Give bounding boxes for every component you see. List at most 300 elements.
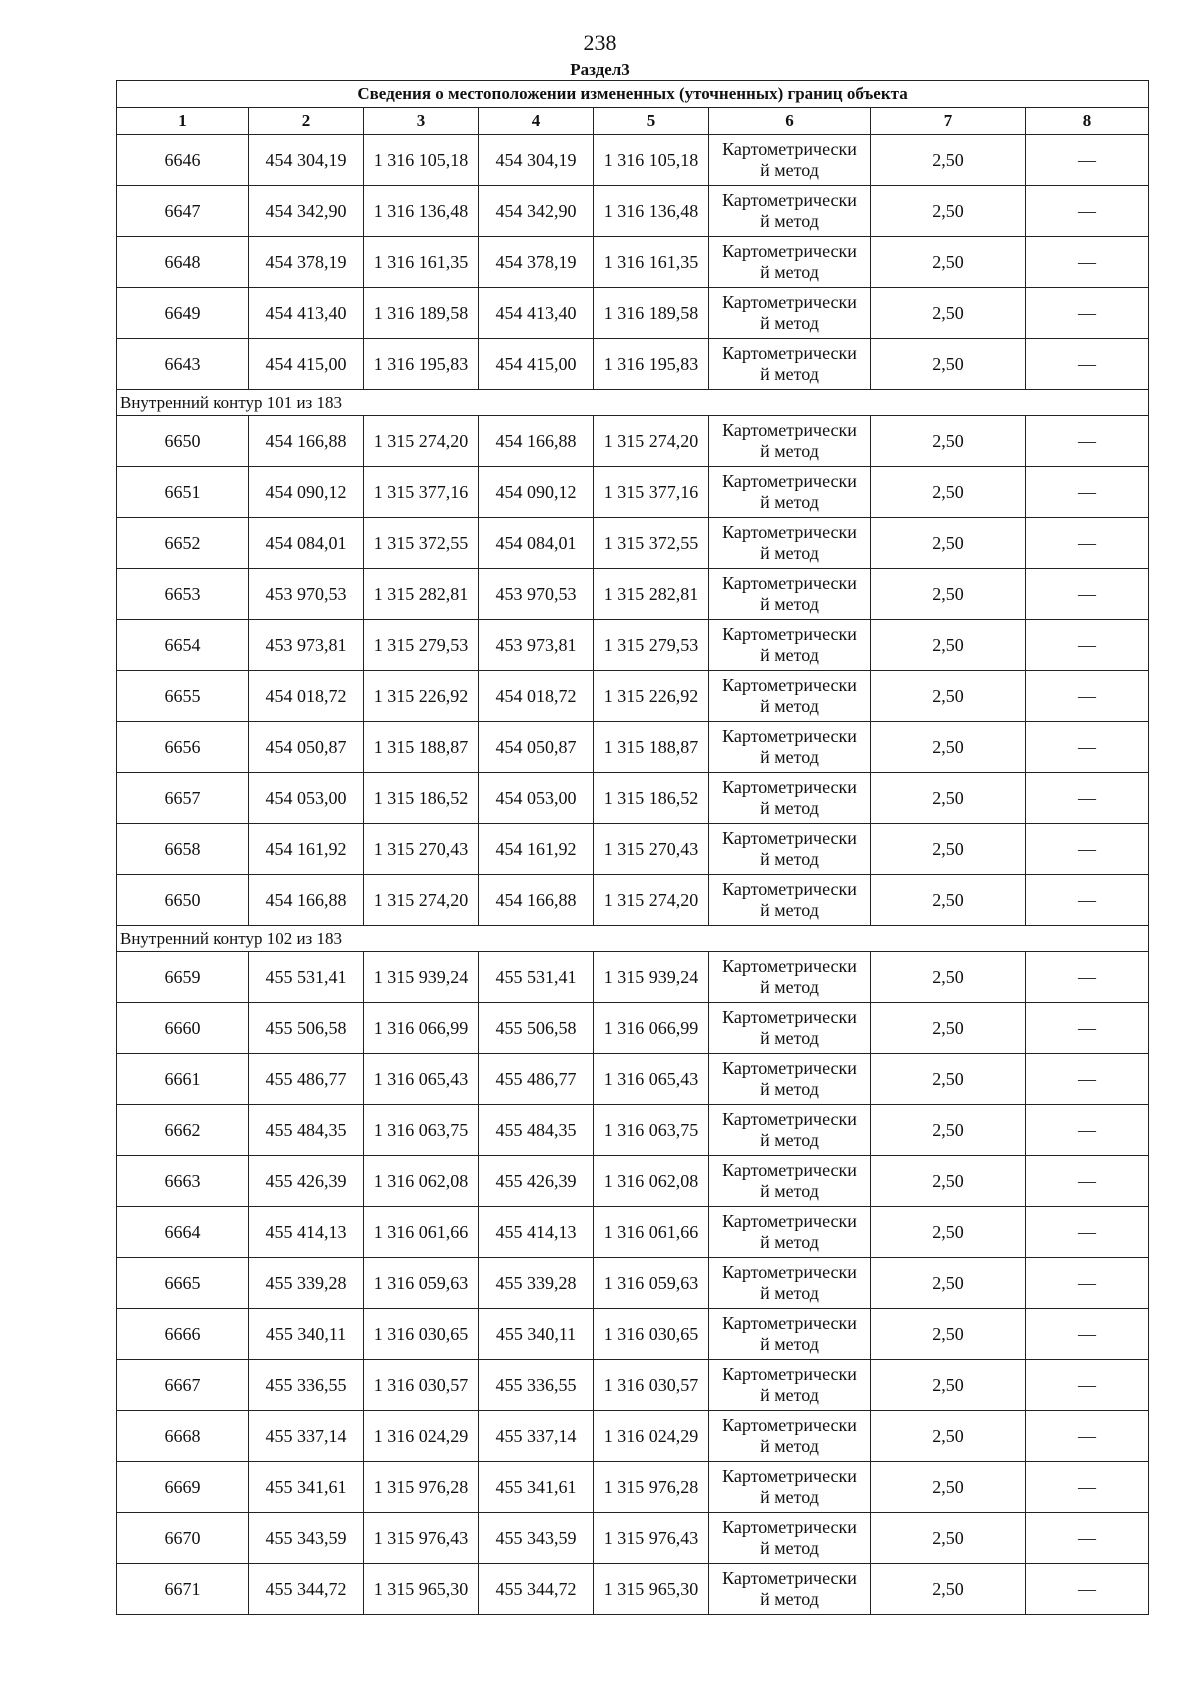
x-old-cell: 455 426,39 bbox=[249, 1156, 364, 1207]
x-new-cell: 455 426,39 bbox=[479, 1156, 594, 1207]
column-header: 7 bbox=[871, 108, 1026, 135]
table-row bbox=[117, 1309, 1149, 1360]
y-new-cell: 1 316 062,08 bbox=[594, 1156, 709, 1207]
method-line: й метод bbox=[760, 645, 819, 665]
point-id-cell: 6643 bbox=[117, 339, 249, 390]
y-new-cell: 1 316 195,83 bbox=[594, 339, 709, 390]
point-id-cell: 6646 bbox=[117, 135, 249, 186]
method-line: Картометрически bbox=[722, 726, 857, 746]
x-new-cell: 454 161,92 bbox=[479, 824, 594, 875]
y-new-cell: 1 316 063,75 bbox=[594, 1105, 709, 1156]
y-new-cell: 1 315 976,28 bbox=[594, 1462, 709, 1513]
method-cell bbox=[709, 186, 871, 237]
method-line: Картометрически bbox=[722, 1211, 857, 1231]
accuracy-cell: 2,50 bbox=[871, 1258, 1026, 1309]
note-cell: — bbox=[1026, 620, 1149, 671]
method-line: й метод bbox=[760, 849, 819, 869]
y-old-cell: 1 315 274,20 bbox=[364, 416, 479, 467]
note-cell: — bbox=[1026, 1513, 1149, 1564]
x-old-cell: 454 304,19 bbox=[249, 135, 364, 186]
x-new-cell: 455 343,59 bbox=[479, 1513, 594, 1564]
method-cell bbox=[709, 671, 871, 722]
method-line: Картометрически bbox=[722, 1415, 857, 1435]
accuracy-cell: 2,50 bbox=[871, 824, 1026, 875]
note-cell: — bbox=[1026, 875, 1149, 926]
point-id-cell: 6654 bbox=[117, 620, 249, 671]
x-new-cell: 455 484,35 bbox=[479, 1105, 594, 1156]
x-new-cell: 454 342,90 bbox=[479, 186, 594, 237]
point-id-cell: 6653 bbox=[117, 569, 249, 620]
point-id-cell: 6647 bbox=[117, 186, 249, 237]
accuracy-cell: 2,50 bbox=[871, 237, 1026, 288]
method-line: й метод bbox=[760, 1283, 819, 1303]
table-row bbox=[117, 824, 1149, 875]
y-new-cell: 1 316 189,58 bbox=[594, 288, 709, 339]
y-old-cell: 1 316 161,35 bbox=[364, 237, 479, 288]
contour-group-row bbox=[117, 926, 1149, 952]
table-row bbox=[117, 518, 1149, 569]
accuracy-cell: 2,50 bbox=[871, 416, 1026, 467]
x-new-cell: 453 970,53 bbox=[479, 569, 594, 620]
point-id-cell: 6663 bbox=[117, 1156, 249, 1207]
method-line: Картометрически bbox=[722, 1364, 857, 1384]
point-id-cell: 6664 bbox=[117, 1207, 249, 1258]
accuracy-cell: 2,50 bbox=[871, 1462, 1026, 1513]
y-old-cell: 1 316 136,48 bbox=[364, 186, 479, 237]
method-line: й метод bbox=[760, 492, 819, 512]
note-cell: — bbox=[1026, 1054, 1149, 1105]
point-id-cell: 6659 bbox=[117, 952, 249, 1003]
y-old-cell: 1 316 189,58 bbox=[364, 288, 479, 339]
y-new-cell: 1 316 065,43 bbox=[594, 1054, 709, 1105]
point-id-cell: 6656 bbox=[117, 722, 249, 773]
method-cell bbox=[709, 620, 871, 671]
table-caption-row bbox=[117, 81, 1149, 108]
y-old-cell: 1 315 282,81 bbox=[364, 569, 479, 620]
method-line: Картометрически bbox=[722, 1466, 857, 1486]
x-old-cell: 454 090,12 bbox=[249, 467, 364, 518]
point-id-cell: 6648 bbox=[117, 237, 249, 288]
method-cell bbox=[709, 722, 871, 773]
note-cell: — bbox=[1026, 1411, 1149, 1462]
table-row bbox=[117, 773, 1149, 824]
table-header-row bbox=[117, 108, 1149, 135]
method-cell bbox=[709, 237, 871, 288]
column-header: 5 bbox=[594, 108, 709, 135]
method-cell bbox=[709, 1411, 871, 1462]
method-line: Картометрически bbox=[722, 343, 857, 363]
x-old-cell: 454 415,00 bbox=[249, 339, 364, 390]
x-new-cell: 455 340,11 bbox=[479, 1309, 594, 1360]
note-cell: — bbox=[1026, 1360, 1149, 1411]
x-old-cell: 455 336,55 bbox=[249, 1360, 364, 1411]
method-line: й метод bbox=[760, 1436, 819, 1456]
contour-group-row bbox=[117, 390, 1149, 416]
table-row bbox=[117, 339, 1149, 390]
accuracy-cell: 2,50 bbox=[871, 1105, 1026, 1156]
y-new-cell: 1 316 030,65 bbox=[594, 1309, 709, 1360]
table-caption: Сведения о местоположении измененных (уточненных) границ объекта bbox=[117, 81, 1149, 108]
y-old-cell: 1 316 066,99 bbox=[364, 1003, 479, 1054]
method-line: Картометрически bbox=[722, 879, 857, 899]
accuracy-cell: 2,50 bbox=[871, 569, 1026, 620]
method-line: Картометрически bbox=[722, 624, 857, 644]
column-header: 1 bbox=[117, 108, 249, 135]
contour-group-label: Внутренний контур 101 из 183 bbox=[117, 390, 1149, 416]
point-id-cell: 6650 bbox=[117, 875, 249, 926]
table-row bbox=[117, 569, 1149, 620]
note-cell: — bbox=[1026, 467, 1149, 518]
column-header: 4 bbox=[479, 108, 594, 135]
point-id-cell: 6655 bbox=[117, 671, 249, 722]
point-id-cell: 6662 bbox=[117, 1105, 249, 1156]
table-row bbox=[117, 135, 1149, 186]
section-title: Раздел3 bbox=[570, 60, 630, 79]
method-line: й метод bbox=[760, 262, 819, 282]
accuracy-cell: 2,50 bbox=[871, 722, 1026, 773]
x-new-cell: 455 486,77 bbox=[479, 1054, 594, 1105]
y-new-cell: 1 315 274,20 bbox=[594, 416, 709, 467]
accuracy-cell: 2,50 bbox=[871, 671, 1026, 722]
accuracy-cell: 2,50 bbox=[871, 288, 1026, 339]
method-line: й метод bbox=[760, 798, 819, 818]
note-cell: — bbox=[1026, 952, 1149, 1003]
method-line: Картометрически bbox=[722, 471, 857, 491]
method-cell bbox=[709, 1156, 871, 1207]
column-header: 2 bbox=[249, 108, 364, 135]
table-row bbox=[117, 186, 1149, 237]
method-cell bbox=[709, 773, 871, 824]
method-line: й метод bbox=[760, 900, 819, 920]
x-old-cell: 455 343,59 bbox=[249, 1513, 364, 1564]
table-row bbox=[117, 620, 1149, 671]
x-new-cell: 454 053,00 bbox=[479, 773, 594, 824]
point-id-cell: 6651 bbox=[117, 467, 249, 518]
y-old-cell: 1 316 062,08 bbox=[364, 1156, 479, 1207]
method-line: й метод bbox=[760, 747, 819, 767]
x-new-cell: 455 341,61 bbox=[479, 1462, 594, 1513]
note-cell: — bbox=[1026, 1309, 1149, 1360]
accuracy-cell: 2,50 bbox=[871, 1513, 1026, 1564]
y-new-cell: 1 315 939,24 bbox=[594, 952, 709, 1003]
method-line: й метод bbox=[760, 1028, 819, 1048]
method-cell bbox=[709, 1309, 871, 1360]
x-old-cell: 454 050,87 bbox=[249, 722, 364, 773]
accuracy-cell: 2,50 bbox=[871, 1360, 1026, 1411]
y-old-cell: 1 316 030,65 bbox=[364, 1309, 479, 1360]
x-new-cell: 455 344,72 bbox=[479, 1564, 594, 1615]
y-old-cell: 1 315 226,92 bbox=[364, 671, 479, 722]
x-old-cell: 453 970,53 bbox=[249, 569, 364, 620]
method-line: й метод bbox=[760, 594, 819, 614]
method-cell bbox=[709, 1462, 871, 1513]
y-new-cell: 1 316 030,57 bbox=[594, 1360, 709, 1411]
note-cell: — bbox=[1026, 1156, 1149, 1207]
method-line: й метод bbox=[760, 1079, 819, 1099]
method-line: й метод bbox=[760, 1538, 819, 1558]
x-new-cell: 454 166,88 bbox=[479, 416, 594, 467]
y-new-cell: 1 315 226,92 bbox=[594, 671, 709, 722]
accuracy-cell: 2,50 bbox=[871, 875, 1026, 926]
x-old-cell: 454 053,00 bbox=[249, 773, 364, 824]
method-line: Картометрически bbox=[722, 956, 857, 976]
y-old-cell: 1 316 061,66 bbox=[364, 1207, 479, 1258]
y-new-cell: 1 316 059,63 bbox=[594, 1258, 709, 1309]
method-cell bbox=[709, 518, 871, 569]
y-old-cell: 1 315 188,87 bbox=[364, 722, 479, 773]
accuracy-cell: 2,50 bbox=[871, 620, 1026, 671]
note-cell: — bbox=[1026, 518, 1149, 569]
x-old-cell: 454 413,40 bbox=[249, 288, 364, 339]
table-row bbox=[117, 875, 1149, 926]
x-new-cell: 454 090,12 bbox=[479, 467, 594, 518]
y-old-cell: 1 315 939,24 bbox=[364, 952, 479, 1003]
accuracy-cell: 2,50 bbox=[871, 135, 1026, 186]
method-cell bbox=[709, 1003, 871, 1054]
method-line: Картометрически bbox=[722, 1517, 857, 1537]
note-cell: — bbox=[1026, 339, 1149, 390]
accuracy-cell: 2,50 bbox=[871, 186, 1026, 237]
table-row bbox=[117, 1462, 1149, 1513]
table-row bbox=[117, 1360, 1149, 1411]
x-old-cell: 455 484,35 bbox=[249, 1105, 364, 1156]
table-row bbox=[117, 1513, 1149, 1564]
x-old-cell: 455 339,28 bbox=[249, 1258, 364, 1309]
method-line: Картометрически bbox=[722, 1109, 857, 1129]
point-id-cell: 6669 bbox=[117, 1462, 249, 1513]
x-old-cell: 455 506,58 bbox=[249, 1003, 364, 1054]
method-line: й метод bbox=[760, 441, 819, 461]
point-id-cell: 6652 bbox=[117, 518, 249, 569]
y-old-cell: 1 315 976,43 bbox=[364, 1513, 479, 1564]
y-old-cell: 1 315 372,55 bbox=[364, 518, 479, 569]
point-id-cell: 6670 bbox=[117, 1513, 249, 1564]
point-id-cell: 6671 bbox=[117, 1564, 249, 1615]
table-row bbox=[117, 1156, 1149, 1207]
table-row bbox=[117, 467, 1149, 518]
table-row bbox=[117, 952, 1149, 1003]
x-new-cell: 455 336,55 bbox=[479, 1360, 594, 1411]
method-line: Картометрически bbox=[722, 1058, 857, 1078]
x-new-cell: 454 084,01 bbox=[479, 518, 594, 569]
x-new-cell: 453 973,81 bbox=[479, 620, 594, 671]
x-old-cell: 454 161,92 bbox=[249, 824, 364, 875]
x-old-cell: 454 018,72 bbox=[249, 671, 364, 722]
column-header: 3 bbox=[364, 108, 479, 135]
note-cell: — bbox=[1026, 1462, 1149, 1513]
table-row bbox=[117, 1258, 1149, 1309]
y-new-cell: 1 316 061,66 bbox=[594, 1207, 709, 1258]
method-cell bbox=[709, 467, 871, 518]
method-line: Картометрически bbox=[722, 522, 857, 542]
y-new-cell: 1 315 186,52 bbox=[594, 773, 709, 824]
note-cell: — bbox=[1026, 1258, 1149, 1309]
accuracy-cell: 2,50 bbox=[871, 467, 1026, 518]
method-line: Картометрически bbox=[722, 1262, 857, 1282]
method-line: й метод bbox=[760, 160, 819, 180]
page-number: 238 bbox=[583, 30, 617, 55]
y-old-cell: 1 315 965,30 bbox=[364, 1564, 479, 1615]
x-old-cell: 454 166,88 bbox=[249, 416, 364, 467]
method-cell bbox=[709, 824, 871, 875]
y-new-cell: 1 315 372,55 bbox=[594, 518, 709, 569]
accuracy-cell: 2,50 bbox=[871, 518, 1026, 569]
method-cell bbox=[709, 952, 871, 1003]
method-cell bbox=[709, 875, 871, 926]
method-line: Картометрически bbox=[722, 777, 857, 797]
table-row bbox=[117, 1411, 1149, 1462]
method-line: й метод bbox=[760, 1232, 819, 1252]
x-new-cell: 454 304,19 bbox=[479, 135, 594, 186]
x-new-cell: 455 339,28 bbox=[479, 1258, 594, 1309]
method-line: й метод bbox=[760, 1130, 819, 1150]
method-line: й метод bbox=[760, 364, 819, 384]
method-line: Картометрически bbox=[722, 573, 857, 593]
y-old-cell: 1 316 063,75 bbox=[364, 1105, 479, 1156]
method-line: й метод bbox=[760, 543, 819, 563]
note-cell: — bbox=[1026, 824, 1149, 875]
y-old-cell: 1 316 105,18 bbox=[364, 135, 479, 186]
x-old-cell: 455 340,11 bbox=[249, 1309, 364, 1360]
x-old-cell: 454 342,90 bbox=[249, 186, 364, 237]
note-cell: — bbox=[1026, 288, 1149, 339]
table-row bbox=[117, 416, 1149, 467]
method-line: Картометрически bbox=[722, 420, 857, 440]
method-cell bbox=[709, 339, 871, 390]
note-cell: — bbox=[1026, 569, 1149, 620]
method-line: й метод bbox=[760, 211, 819, 231]
y-new-cell: 1 315 188,87 bbox=[594, 722, 709, 773]
y-new-cell: 1 315 282,81 bbox=[594, 569, 709, 620]
method-line: Картометрически bbox=[722, 139, 857, 159]
note-cell: — bbox=[1026, 1564, 1149, 1615]
table-row bbox=[117, 1054, 1149, 1105]
method-line: Картометрически bbox=[722, 1160, 857, 1180]
x-new-cell: 455 337,14 bbox=[479, 1411, 594, 1462]
y-new-cell: 1 316 136,48 bbox=[594, 186, 709, 237]
note-cell: — bbox=[1026, 1003, 1149, 1054]
note-cell: — bbox=[1026, 722, 1149, 773]
table-row bbox=[117, 1105, 1149, 1156]
column-header: 8 bbox=[1026, 108, 1149, 135]
x-old-cell: 455 414,13 bbox=[249, 1207, 364, 1258]
method-cell bbox=[709, 416, 871, 467]
table-row bbox=[117, 1207, 1149, 1258]
method-line: й метод bbox=[760, 1589, 819, 1609]
method-line: Картометрически bbox=[722, 241, 857, 261]
method-line: й метод bbox=[760, 313, 819, 333]
method-line: Картометрически bbox=[722, 828, 857, 848]
y-new-cell: 1 316 066,99 bbox=[594, 1003, 709, 1054]
note-cell: — bbox=[1026, 186, 1149, 237]
method-line: й метод bbox=[760, 1181, 819, 1201]
x-old-cell: 454 166,88 bbox=[249, 875, 364, 926]
method-cell bbox=[709, 1207, 871, 1258]
method-line: й метод bbox=[760, 977, 819, 997]
x-old-cell: 455 337,14 bbox=[249, 1411, 364, 1462]
x-new-cell: 454 166,88 bbox=[479, 875, 594, 926]
point-id-cell: 6665 bbox=[117, 1258, 249, 1309]
y-old-cell: 1 316 065,43 bbox=[364, 1054, 479, 1105]
point-id-cell: 6660 bbox=[117, 1003, 249, 1054]
accuracy-cell: 2,50 bbox=[871, 1003, 1026, 1054]
y-new-cell: 1 315 270,43 bbox=[594, 824, 709, 875]
method-cell bbox=[709, 288, 871, 339]
accuracy-cell: 2,50 bbox=[871, 1309, 1026, 1360]
method-line: Картометрически bbox=[722, 190, 857, 210]
x-old-cell: 453 973,81 bbox=[249, 620, 364, 671]
x-old-cell: 455 344,72 bbox=[249, 1564, 364, 1615]
method-cell bbox=[709, 1105, 871, 1156]
y-new-cell: 1 315 377,16 bbox=[594, 467, 709, 518]
note-cell: — bbox=[1026, 1207, 1149, 1258]
table-row bbox=[117, 671, 1149, 722]
y-new-cell: 1 315 965,30 bbox=[594, 1564, 709, 1615]
accuracy-cell: 2,50 bbox=[871, 1054, 1026, 1105]
column-header: 6 bbox=[709, 108, 871, 135]
y-old-cell: 1 315 274,20 bbox=[364, 875, 479, 926]
point-id-cell: 6649 bbox=[117, 288, 249, 339]
point-id-cell: 6661 bbox=[117, 1054, 249, 1105]
y-old-cell: 1 316 195,83 bbox=[364, 339, 479, 390]
method-cell bbox=[709, 1258, 871, 1309]
table-row bbox=[117, 1564, 1149, 1615]
method-line: Картометрически bbox=[722, 1568, 857, 1588]
x-old-cell: 454 084,01 bbox=[249, 518, 364, 569]
y-old-cell: 1 316 030,57 bbox=[364, 1360, 479, 1411]
point-id-cell: 6667 bbox=[117, 1360, 249, 1411]
accuracy-cell: 2,50 bbox=[871, 1564, 1026, 1615]
y-new-cell: 1 315 976,43 bbox=[594, 1513, 709, 1564]
table-row bbox=[117, 237, 1149, 288]
x-new-cell: 454 415,00 bbox=[479, 339, 594, 390]
point-id-cell: 6658 bbox=[117, 824, 249, 875]
y-old-cell: 1 315 270,43 bbox=[364, 824, 479, 875]
accuracy-cell: 2,50 bbox=[871, 1411, 1026, 1462]
x-old-cell: 455 486,77 bbox=[249, 1054, 364, 1105]
method-line: Картометрически bbox=[722, 1007, 857, 1027]
method-line: й метод bbox=[760, 1385, 819, 1405]
note-cell: — bbox=[1026, 237, 1149, 288]
x-new-cell: 455 414,13 bbox=[479, 1207, 594, 1258]
note-cell: — bbox=[1026, 1105, 1149, 1156]
x-new-cell: 454 413,40 bbox=[479, 288, 594, 339]
method-cell bbox=[709, 1360, 871, 1411]
x-new-cell: 455 531,41 bbox=[479, 952, 594, 1003]
note-cell: — bbox=[1026, 671, 1149, 722]
coordinates-table bbox=[116, 80, 1149, 1615]
method-cell bbox=[709, 569, 871, 620]
y-old-cell: 1 316 059,63 bbox=[364, 1258, 479, 1309]
contour-group-label: Внутренний контур 102 из 183 bbox=[117, 926, 1149, 952]
y-old-cell: 1 316 024,29 bbox=[364, 1411, 479, 1462]
x-new-cell: 454 050,87 bbox=[479, 722, 594, 773]
table-body bbox=[117, 135, 1149, 1615]
note-cell: — bbox=[1026, 416, 1149, 467]
x-new-cell: 454 018,72 bbox=[479, 671, 594, 722]
method-cell bbox=[709, 1513, 871, 1564]
y-old-cell: 1 315 279,53 bbox=[364, 620, 479, 671]
method-cell bbox=[709, 1564, 871, 1615]
method-line: й метод bbox=[760, 1487, 819, 1507]
table-row bbox=[117, 1003, 1149, 1054]
method-line: Картометрически bbox=[722, 292, 857, 312]
point-id-cell: 6650 bbox=[117, 416, 249, 467]
point-id-cell: 6657 bbox=[117, 773, 249, 824]
y-new-cell: 1 315 279,53 bbox=[594, 620, 709, 671]
accuracy-cell: 2,50 bbox=[871, 339, 1026, 390]
y-new-cell: 1 315 274,20 bbox=[594, 875, 709, 926]
